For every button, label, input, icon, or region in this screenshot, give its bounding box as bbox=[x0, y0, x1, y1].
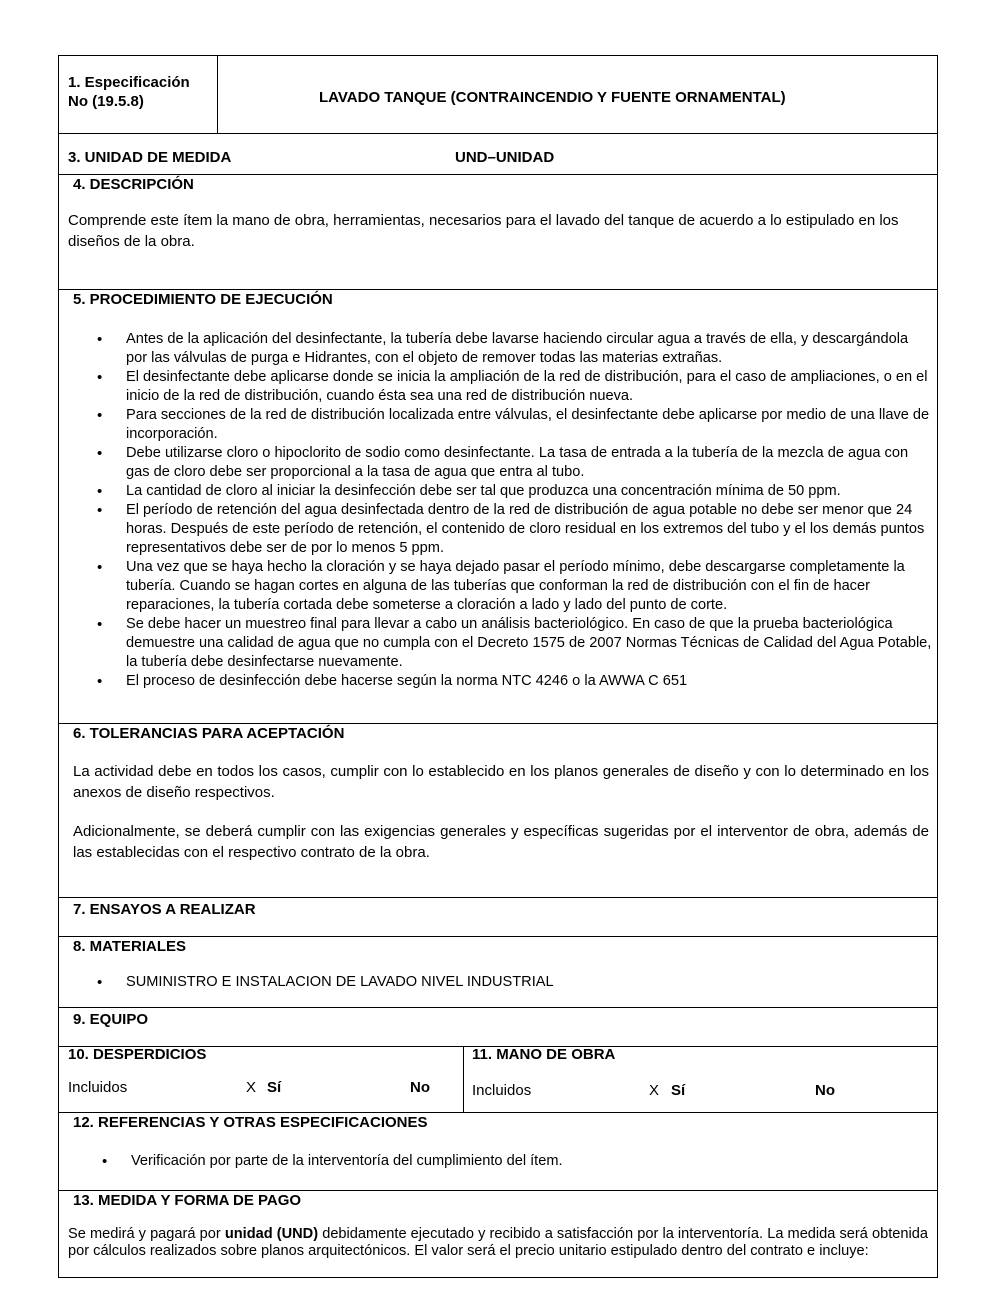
tests-heading: 7. ENSAYOS A REALIZAR bbox=[73, 901, 256, 918]
waste-heading: 10. DESPERDICIOS bbox=[68, 1046, 207, 1063]
waste-labor-row bbox=[59, 1047, 937, 1113]
list-item: • Se debe hacer un muestreo final para llevar a cabo un análisis bacteriológico. En caso de que la prueba bacteriológica demuestre una calidad de agua que no cumpla con el Decreto 1575 de 2007 Normas Técnicas de Calidad del Agua Potable, la tubería debe desinfectarse nuevamente. bbox=[126, 615, 932, 672]
waste-no: No bbox=[410, 1079, 430, 1096]
procedure-list bbox=[126, 330, 932, 691]
labor-mark: X bbox=[649, 1082, 660, 1099]
spec-title: LAVADO TANQUE (CONTRAINCENDIO Y FUENTE ORNAMENTAL) bbox=[319, 89, 786, 106]
list-item: • Verificación por parte de la interventoría del cumplimiento del ítem. bbox=[131, 1152, 911, 1171]
list-item: • El período de retención del agua desinfectada dentro de la red de distribución de agua potable no debe ser menor que 24 horas. Después de este período de retención, el contenido de cloro residual en los extremos del tubo y el los demás puntos representativos debe ser de por lo menos 5 ppm. bbox=[126, 501, 932, 558]
tolerances-heading: 6. TOLERANCIAS PARA ACEPTACIÓN bbox=[73, 725, 345, 742]
spec-number-label bbox=[68, 73, 190, 111]
references-heading: 12. REFERENCIAS Y OTRAS ESPECIFICACIONES bbox=[73, 1114, 428, 1131]
description-section bbox=[59, 175, 937, 290]
procedure-section bbox=[59, 290, 937, 724]
payment-text-before: Se medirá y pagará por bbox=[68, 1226, 225, 1242]
tolerances-paragraph-1: La actividad debe en todos los casos, cumplir con lo establecido en los planos generales de diseño y con lo determinado en los anexos de diseño respectivos. bbox=[73, 763, 929, 801]
spec-label-line2: No (19.5.8) bbox=[68, 93, 144, 110]
list-item: • Antes de la aplicación del desinfectante, la tubería debe lavarse haciendo circular agua a través de ella, y descargándola por las válvulas de purga e Hidrantes, con el objeto de remover todas las materias extrañas. bbox=[126, 330, 932, 368]
labor-no: No bbox=[815, 1082, 835, 1099]
equipment-section bbox=[59, 1008, 937, 1047]
materials-section bbox=[59, 937, 937, 1008]
specification-sheet bbox=[58, 55, 938, 1278]
tests-section bbox=[59, 898, 937, 937]
payment-text bbox=[68, 1226, 928, 1260]
equipment-heading: 9. EQUIPO bbox=[73, 1011, 149, 1028]
unit-value: UND–UNIDAD bbox=[455, 149, 555, 166]
waste-included-label: Incluidos bbox=[68, 1079, 128, 1096]
labor-heading: 11. MANO DE OBRA bbox=[472, 1046, 616, 1063]
references-section bbox=[59, 1113, 937, 1191]
payment-text-after: debidamente ejecutado y recibido a satisfacción por la interventoría. La medida será obtenida por cálculos realizados sobre planos arquitectónicos. El valor será el precio unitario estipulado dentro del contrato e incluye: bbox=[68, 1226, 928, 1259]
list-item: • El desinfectante debe aplicarse donde se inicia la ampliación de la red de distribución, para el caso de ampliaciones, o en el inicio de la red de distribución, cuando ésta sea una red de distribución nueva. bbox=[126, 368, 932, 406]
labor-yes: Sí bbox=[671, 1082, 686, 1099]
list-item: • Para secciones de la red de distribución localizada entre válvulas, el desinfectante debe aplicarse por medio de una llave de incorporación. bbox=[126, 406, 932, 444]
list-item: • Una vez que se haya hecho la cloración y se haya dejado pasar el período mínimo, debe descargarse completamente la tubería. Cuando se hagan cortes en alguna de las tuberías que conforman la red de distribución con el fin de hacer reparaciones, la tubería cortada debe someterse a cloración a lado y lado del punto de corte. bbox=[126, 558, 932, 615]
description-heading: 4. DESCRIPCIÓN bbox=[73, 176, 194, 193]
header-row bbox=[59, 56, 937, 134]
waste-mark: X bbox=[246, 1079, 257, 1096]
payment-heading: 13. MEDIDA Y FORMA DE PAGO bbox=[73, 1192, 302, 1209]
labor-included-label: Incluidos bbox=[472, 1082, 532, 1099]
procedure-heading: 5. PROCEDIMIENTO DE EJECUCIÓN bbox=[73, 291, 333, 308]
list-item: • La cantidad de cloro al iniciar la desinfección debe ser tal que produzca una concentración mínima de 50 ppm. bbox=[126, 482, 932, 501]
list-item: • El proceso de desinfección debe hacerse según la norma NTC 4246 o la AWWA C 651 bbox=[126, 672, 932, 691]
materials-heading: 8. MATERIALES bbox=[73, 938, 187, 955]
payment-section bbox=[59, 1191, 937, 1279]
waste-yes: Sí bbox=[267, 1079, 282, 1096]
tolerances-paragraph-2: Adicionalmente, se deberá cumplir con las exigencias generales y específicas sugeridas por el interventor de obra, además de las establecidas con el respectivo contrato de la obra. bbox=[73, 823, 929, 861]
unit-row bbox=[59, 134, 937, 175]
payment-text-unit: unidad (UND) bbox=[224, 1226, 319, 1242]
unit-label: 3. UNIDAD DE MEDIDA bbox=[68, 149, 232, 166]
references-list bbox=[131, 1152, 911, 1171]
spec-label-line1: 1. Especificación bbox=[68, 74, 190, 91]
list-item: • Debe utilizarse cloro o hipoclorito de sodio como desinfectante. La tasa de entrada a la tubería de la mezcla de agua con gas de cloro debe ser proporcional a la tasa de agua que entra al tubo. bbox=[126, 444, 932, 482]
tolerances-section bbox=[59, 724, 937, 898]
list-item: • SUMINISTRO E INSTALACION DE LAVADO NIVEL INDUSTRIAL bbox=[126, 973, 926, 992]
materials-list bbox=[126, 973, 926, 992]
description-text: Comprende este ítem la mano de obra, herramientas, necesarios para el lavado del tanque de acuerdo a lo estipulado en los diseños de la obra. bbox=[68, 212, 899, 250]
